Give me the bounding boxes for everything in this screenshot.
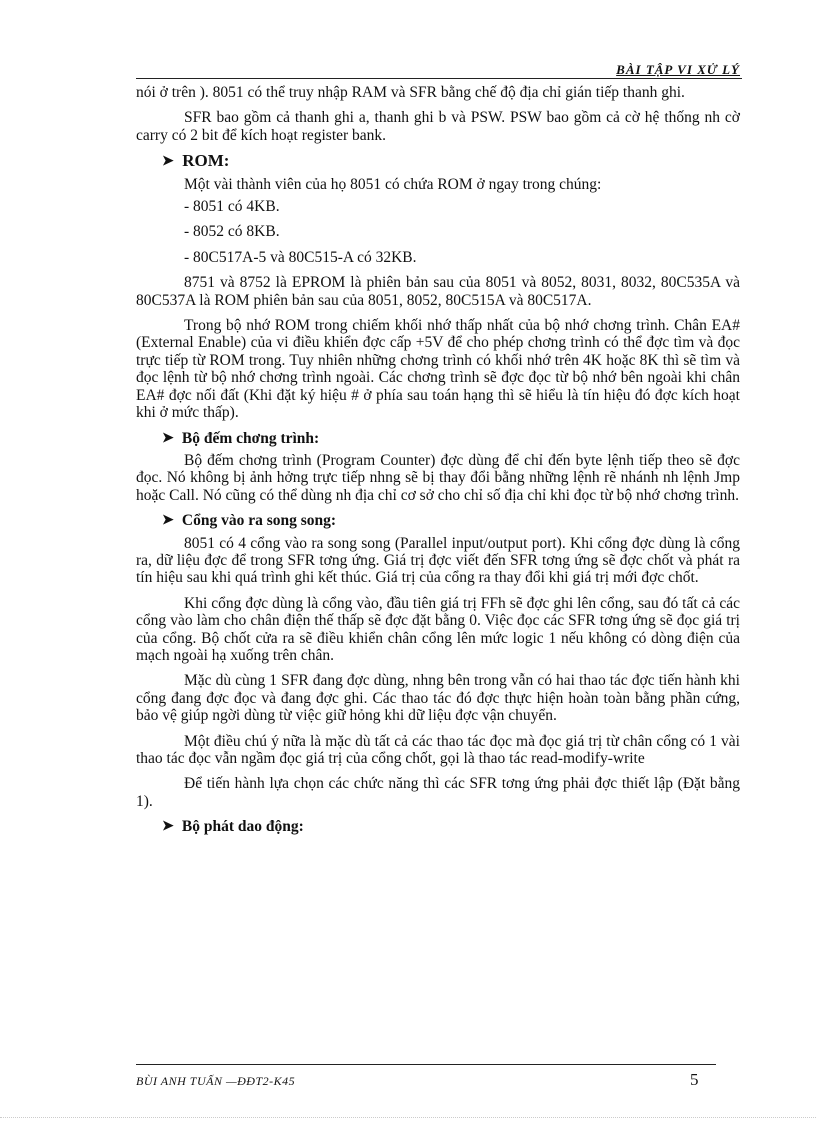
paragraph: nói ở trên ). 8051 có thể truy nhập RAM và SFR bằng chế độ địa chỉ gián tiếp thanh ghi. — [136, 84, 685, 101]
arrow-bullet-icon: ➤ — [162, 430, 174, 446]
paragraph: 8051 có 4 cổng vào ra song song (Parallel input/output port). Khi cổng đợc dùng là cổng ra, dữ liệu đợc để trong SFR tơng ứng. Giá trị đợc viết đến SFR tơng ứng sẽ đợc chốt và phát ra tín hiệu sau khi quá trình ghi kết thúc. Giá trị của cổng ra thay đổi khi giá trị mới đợc chốt. — [136, 534, 740, 587]
header-title: BÀI TẬP VI XỬ LÝ — [616, 62, 740, 77]
rom-list — [184, 198, 740, 266]
arrow-bullet-icon: ➤ — [162, 819, 174, 835]
page-number: 5 — [690, 1070, 699, 1089]
paragraph: Một vài thành viên của họ 8051 có chứa ROM ở ngay trong chúng: — [184, 175, 602, 193]
section-heading-ports: ➤ Cổng vào ra song song: — [162, 512, 337, 530]
paragraph: Trong bộ nhớ ROM trong chiếm khối nhớ thấp nhất của bộ nhớ chơng trình. Chân EA# (External Enable) của vi điều khiển đợc cấp +5V để cho phép chơng trình có thể đợc tìm và đọc trực tiếp từ ROM trong. Tuy nhiên những chơng trình có khối nhớ trên 4K hoặc 8K thì sẽ tìm và đọc lệnh từ bộ nhớ chơng trình ngoài. Các chơng trình sẽ đợc đọc từ bộ nhớ bên ngoài khi chân EA# đợc nối đất (Khi đặt ký hiệu # ở phía sau toán hạng thì sẽ hiểu là tín hiệu đó đợc kích hoạt khi ở mức thấp). — [136, 317, 740, 422]
paragraph: Để tiến hành lựa chọn các chức năng thì các SFR tơng ứng phải đợc thiết lập (Đặt bằng 1). — [136, 775, 740, 810]
section-heading-pc: ➤ Bộ đếm chơng trình: — [162, 429, 320, 447]
page-body — [136, 84, 740, 841]
section-heading-oscillator: ➤ Bộ phát dao động: — [162, 818, 304, 836]
section-heading-rom: ➤ ROM: — [162, 151, 230, 171]
footer-author: BÙI ANH TUẤN —ĐĐT2-K45 — [136, 1074, 296, 1088]
paragraph: 8751 và 8752 là EPROM là phiên bản sau của 8051 và 8052, 8031, 8032, 80C535A và 80C537A là ROM phiên bản sau của 8051, 8052, 80C515A và 80C517A. — [136, 274, 740, 309]
paragraph: Bộ đếm chơng trình (Program Counter) đợc dùng để chỉ đến byte lệnh tiếp theo sẽ đợc đọc. Nó không bị ảnh hởng trực tiếp nhng sẽ bị thay đổi bằng những lệnh rẽ nhánh nh lệnh Jmp hoặc Call. Nó cũng có thể dùng nh địa chỉ cơ sở cho chỉ số địa chỉ khi đọc từ bộ nhớ chơng trình. — [136, 451, 740, 504]
paragraph: SFR bao gồm cả thanh ghi a, thanh ghi b và PSW. PSW bao gồm cả cờ hệ thống nh cờ carry có 2 bit để kích hoạt register bank. — [136, 109, 740, 144]
paragraph: Mặc dù cùng 1 SFR đang đợc dùng, nhng bên trong vẫn có hai thao tác đợc tiến hành khi cổng đang đợc đọc và đang đợc ghi. Các thao tác đó đợc thực hiện hoàn toàn bằng phần cứng, bảo vệ giúp ngời dùng từ việc giữ hỏng khi dữ liệu đợc vận chuyển. — [136, 672, 740, 725]
header-rule — [136, 78, 742, 79]
arrow-bullet-icon: ➤ — [162, 154, 174, 170]
paragraph: Khi cổng đợc dùng là cổng vào, đầu tiên giá trị FFh sẽ đợc ghi lên cổng, sau đó tất cả các cổng vào làm cho chân điện thế thấp sẽ đợc đặt bằng 0. Việc đọc các SFR tơng ứng sẽ đọc giá trị của cổng. Bộ chốt cửa ra sẽ điều khiển chân cổng lên mức logic 1 nếu không có dòng điện của mạch ngoài hạ xuống trên chân. — [136, 594, 740, 664]
list-item: - 80C517A-5 và 80C515-A có 32KB. — [184, 248, 417, 266]
paragraph: Một điều chú ý nữa là mặc dù tất cả các thao tác đọc mà đọc giá trị từ chân cổng có 1 vài thao tác đọc vẫn ngầm đọc giá trị của cổng chốt, gọi là thao tác read-modify-write — [136, 732, 740, 767]
footer-rule — [136, 1064, 716, 1065]
list-item: - 8051 có 4KB. — [184, 198, 280, 216]
list-item: - 8052 có 8KB. — [184, 223, 280, 241]
page-edge — [0, 1117, 816, 1118]
arrow-bullet-icon: ➤ — [162, 513, 174, 529]
